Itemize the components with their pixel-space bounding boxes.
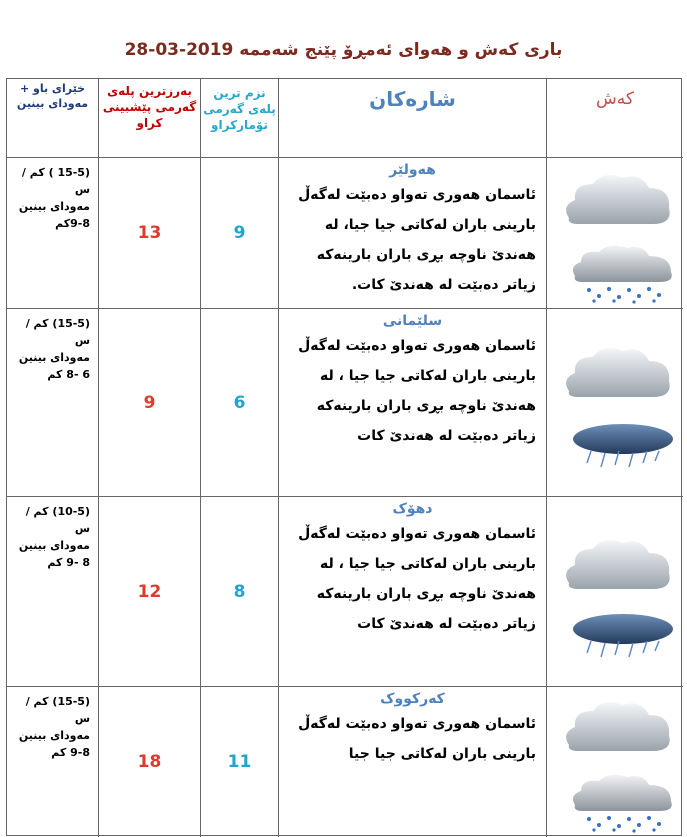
header-max-temp: بەرزترین پلەی گەرمی پێشبینی کراو (98, 79, 200, 157)
visibility: مەودای بینین 8-9 کم (18, 729, 90, 759)
cloud-icon (557, 166, 677, 234)
rain-cloud-icon (567, 242, 679, 304)
city-cell (278, 496, 546, 686)
table-row-wind (7, 157, 98, 308)
page-title: باری کەش و هەوای ئەمڕۆ پێنج شەممە 2019-03-28 (124, 40, 563, 60)
city-cell (278, 308, 546, 496)
min-temp: 6 (200, 308, 278, 496)
city-cell (278, 686, 546, 837)
cloud-icon (557, 531, 677, 599)
city-name: سلێمانی (382, 313, 443, 329)
weather-description: ئاسمان هەوری تەواو دەبێت لەگەڵ بارینی باران لەکاتی جیا جیا، لە هەندێ ناوچە بڕی باران بارینەکە زیاتر دەبێت لە هەندێ کات. (298, 187, 536, 293)
city-cell (278, 157, 546, 308)
min-temp: 9 (200, 157, 278, 308)
weather-icons (546, 308, 683, 496)
max-temp: 12 (98, 496, 200, 686)
heavy-rain-icon (571, 421, 675, 475)
weather-description: ئاسمان هەوری تەواو دەبێت لەگەڵ بارینی باران لەکاتی جیا جیا ، لە هەندێ ناوچە بڕی باران بارینەکە زیاتر دەبێت لە هەندێ کات (298, 338, 536, 444)
wind-speed: (15-5 ) کم /س (21, 166, 90, 196)
weather-icons (546, 496, 683, 686)
weather-icons (546, 157, 683, 308)
rain-cloud-icon (567, 771, 679, 833)
header-wind: خێرای باو + مەودای بینین (16, 82, 89, 110)
heavy-rain-icon (571, 611, 675, 665)
city-name: هەولێر (389, 162, 436, 178)
weather-icons (546, 686, 683, 837)
wind-speed: (15-5) کم /س (25, 695, 90, 725)
wind-speed: (15-5) کم /س (25, 317, 90, 347)
weather-description: ئاسمان هەوری تەواو دەبێت لەگەڵ بارینی باران لەکاتی جیا جیا ، لە هەندێ ناوچە بڕی باران بارینەکە زیاتر دەبێت لە هەندێ کات (298, 526, 536, 632)
visibility: مەودای بینین 8-9کم (18, 200, 90, 230)
header-min-temp: نزم ترین پلەی گەرمی تۆمارکراو (200, 79, 278, 157)
min-temp: 8 (200, 496, 278, 686)
city-name: دهۆک (392, 501, 433, 517)
max-temp: 13 (98, 157, 200, 308)
visibility: مەودای بینین 6 -8 کم (18, 351, 90, 381)
visibility: مەودای بینین 8 -9 کم (18, 539, 90, 569)
table-row-wind (7, 686, 98, 837)
table-row-wind (7, 496, 98, 686)
table-row-wind (7, 308, 98, 496)
max-temp: 9 (98, 308, 200, 496)
weather-table (6, 78, 682, 836)
min-temp: 11 (200, 686, 278, 837)
weather-description: ئاسمان هەوری تەواو دەبێت لەگەڵ بارینی باران لەکاتی جیا جیا (298, 716, 536, 762)
city-name: کەرکووک (380, 691, 445, 707)
header-cities: شارەکان (278, 79, 546, 157)
wind-speed: (10-5) کم /س (25, 505, 90, 535)
cloud-icon (557, 693, 677, 761)
cloud-icon (557, 339, 677, 407)
header-weather: کەش (546, 79, 683, 157)
max-temp: 18 (98, 686, 200, 837)
